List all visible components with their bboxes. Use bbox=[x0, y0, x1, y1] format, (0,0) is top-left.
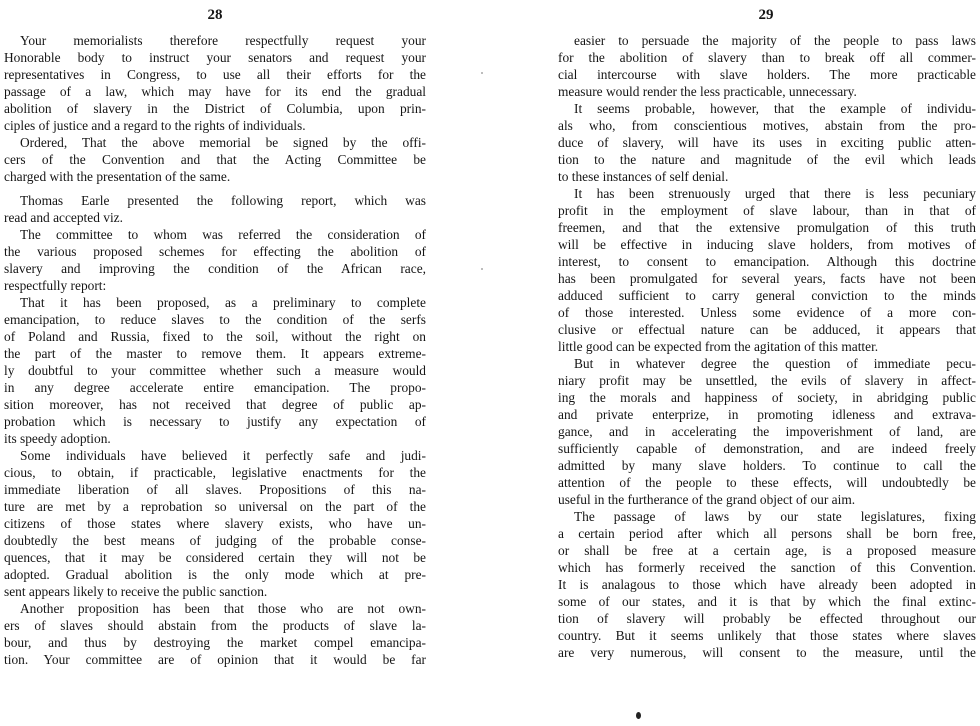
text-line: Honorable body to instruct your senators and request your bbox=[4, 50, 426, 65]
gutter-mark bbox=[481, 268, 483, 270]
text-line: for the abolition of slavery than to break off all commer- bbox=[558, 50, 976, 65]
paragraph bbox=[4, 226, 426, 294]
text-line: the various proposed schemes for effecting the abolition of bbox=[4, 244, 426, 259]
text-line: Your memorialists therefore respectfully request your bbox=[20, 33, 426, 48]
paragraph bbox=[4, 134, 426, 185]
text-line: Ordered, That the above memorial be signed by the offi- bbox=[20, 135, 426, 150]
text-line: a certain period after which all persons shall be born free, bbox=[558, 526, 976, 541]
text-line: niary profit may be unsettled, the evils of slavery in affect- bbox=[558, 373, 976, 388]
paragraph bbox=[4, 600, 426, 668]
paragraph bbox=[4, 447, 426, 600]
paragraph bbox=[558, 100, 976, 185]
text-line: sent appears likely to receive the public sanction. bbox=[4, 584, 268, 599]
text-line: little good can be expected from the agitation of this matter. bbox=[558, 339, 879, 354]
text-line: tion of slavery will probably be effected throughout our bbox=[558, 611, 976, 626]
text-line: slavery and improving the condition of the African race, bbox=[4, 261, 426, 276]
text-line: some of our states, and it is that by which the final extinc- bbox=[558, 594, 976, 609]
text-line: interest, to consent to emancipation. Although this doctrine bbox=[558, 254, 976, 269]
text-line: Some individuals have believed it perfectly safe and judi- bbox=[20, 448, 426, 463]
text-line: quences, that it may be considered certain they will not be bbox=[4, 550, 426, 565]
text-line: has been promulgated for several years, facts have not been bbox=[558, 271, 976, 286]
text-line: in any degree accelerate entire emancipation. The propo- bbox=[4, 380, 426, 395]
text-line: Another proposition has been that those who are not own- bbox=[20, 601, 426, 616]
text-line: citizens of those states where slavery exists, who have un- bbox=[4, 516, 426, 531]
text-line: will be effective in inducing slave holders, from motives of bbox=[558, 237, 976, 252]
text-line: country. But it seems unlikely that those states where slaves bbox=[558, 628, 976, 643]
text-line: ing the morals and happiness of society, in abridging public bbox=[558, 390, 976, 405]
text-line: easier to persuade the majority of the people to pass laws bbox=[574, 33, 976, 48]
text-line: sition moreover, has not received that degree of public ap- bbox=[4, 397, 426, 412]
text-line: attention of the people to these effects, will undoubtedly be bbox=[558, 475, 976, 490]
text-line: ture are met by a reprobation so universal on the part of the bbox=[4, 499, 426, 514]
text-line: It seems probable, however, that the example of individu- bbox=[574, 101, 976, 116]
text-line: doubtedly the best means of judging of the probable conse- bbox=[4, 533, 426, 548]
text-line: the part of the master to remove them. It appears extreme- bbox=[4, 346, 426, 361]
text-line: tion to the nature and magnitude of the evil which leads bbox=[558, 152, 976, 167]
paragraph bbox=[558, 355, 976, 508]
text-line: adduced sufficient to carry general conviction to the minds bbox=[558, 288, 976, 303]
text-line: ers of slaves should abstain from the products of slave la- bbox=[4, 618, 426, 633]
text-line: charged with the presentation of the same. bbox=[4, 169, 231, 184]
text-line: representatives in Congress, to use all their efforts for the bbox=[4, 67, 426, 82]
text-line: to these instances of self denial. bbox=[558, 169, 729, 184]
text-line: ciples of justice and a regard to the rights of individuals. bbox=[4, 118, 306, 133]
text-line: The committee to whom was referred the consideration of bbox=[20, 227, 426, 242]
text-line: ly doubtful to your committee whether such a measure would bbox=[4, 363, 426, 378]
text-line: freemen, and that the extensive promulgation of this truth bbox=[558, 220, 976, 235]
text-line: of those interested. Unless some evidence of a more con- bbox=[558, 305, 976, 320]
text-line: It has been strenuously urged that there is less pecuniary bbox=[574, 186, 976, 201]
text-line: respectfully report: bbox=[4, 278, 107, 293]
text-line: useful in the furtherance of the grand object of our aim. bbox=[558, 492, 856, 507]
text-line: measure would render the less practicable, unnecessary. bbox=[558, 84, 857, 99]
paragraph bbox=[4, 192, 426, 226]
text-line: But in whatever degree the question of immediate pecu- bbox=[574, 356, 976, 371]
text-line: tion. Your committee are of opinion that it would be far bbox=[4, 652, 426, 667]
text-line: passage of a law, which may have for its end the gradual bbox=[4, 84, 426, 99]
text-line: of Poland and Russia, fixed to the soil, without the right on bbox=[4, 329, 426, 344]
text-line: clusive or effectual nature can be adduced, it appears that bbox=[558, 322, 976, 337]
text-line: The passage of laws by our state legislatures, fixing bbox=[574, 509, 976, 524]
text-line: It is analagous to those which have already been adopted in bbox=[558, 577, 976, 592]
text-line: emancipation, to reduce slaves to the condition of the serfs bbox=[4, 312, 426, 327]
text-line: Thomas Earle presented the following report, which was bbox=[20, 193, 426, 208]
text-line: bour, and thus by destroying the market compel emancipa- bbox=[4, 635, 426, 650]
page-text bbox=[556, 32, 976, 661]
paragraph bbox=[558, 185, 976, 355]
text-line: its speedy adoption. bbox=[4, 431, 111, 446]
text-line: immediate liberation of all slaves. Propositions of this na- bbox=[4, 482, 426, 497]
paragraph-gap bbox=[4, 185, 426, 192]
text-line: abolition of slavery in the District of Columbia, upon prin- bbox=[4, 101, 426, 116]
text-line: cial intercourse with slave holders. The more practicable bbox=[558, 67, 976, 82]
text-line: cers of the Convention and that the Acting Committee be bbox=[4, 152, 426, 167]
paragraph bbox=[558, 508, 976, 661]
page-number: 29 bbox=[758, 7, 774, 23]
text-line: als who, from conscientious motives, abstain from the pro- bbox=[558, 118, 976, 133]
text-line: profit in the employment of slave labour, than in that of bbox=[558, 203, 976, 218]
left-page bbox=[0, 0, 430, 726]
gutter-mark bbox=[481, 72, 483, 74]
text-line: probation which is necessary to justify any expectation of bbox=[4, 414, 426, 429]
page-text bbox=[0, 32, 430, 668]
text-line: adopted. Gradual abolition is the only mode which at pre- bbox=[4, 567, 426, 582]
text-line: cious, to obtain, if practicable, legislative enactments for the bbox=[4, 465, 426, 480]
page-number: 28 bbox=[207, 7, 223, 23]
paragraph bbox=[4, 294, 426, 447]
text-line: or shall be free at a certain age, is a proposed measure bbox=[558, 543, 976, 558]
right-page bbox=[556, 0, 976, 726]
text-line: and private enterprize, in promoting idleness and extrava- bbox=[558, 407, 976, 422]
text-line: read and accepted viz. bbox=[4, 210, 123, 225]
paragraph bbox=[4, 32, 426, 134]
text-line: That it has been proposed, as a preliminary to complete bbox=[20, 295, 426, 310]
text-line: which has formerly received the sanction of this Convention. bbox=[558, 560, 976, 575]
paragraph bbox=[558, 32, 976, 100]
ink-speck bbox=[636, 712, 641, 719]
text-line: duce of slavery, will have its uses in exciting public atten- bbox=[558, 135, 976, 150]
text-line: admitted by many slave holders. To continue to call the bbox=[558, 458, 976, 473]
text-line: sufficiently capable of demonstration, and are indeed freely bbox=[558, 441, 976, 456]
text-line: are very numerous, will consent to the measure, until the bbox=[558, 645, 976, 660]
text-line: gance, and in accelerating the impoverishment of land, are bbox=[558, 424, 976, 439]
